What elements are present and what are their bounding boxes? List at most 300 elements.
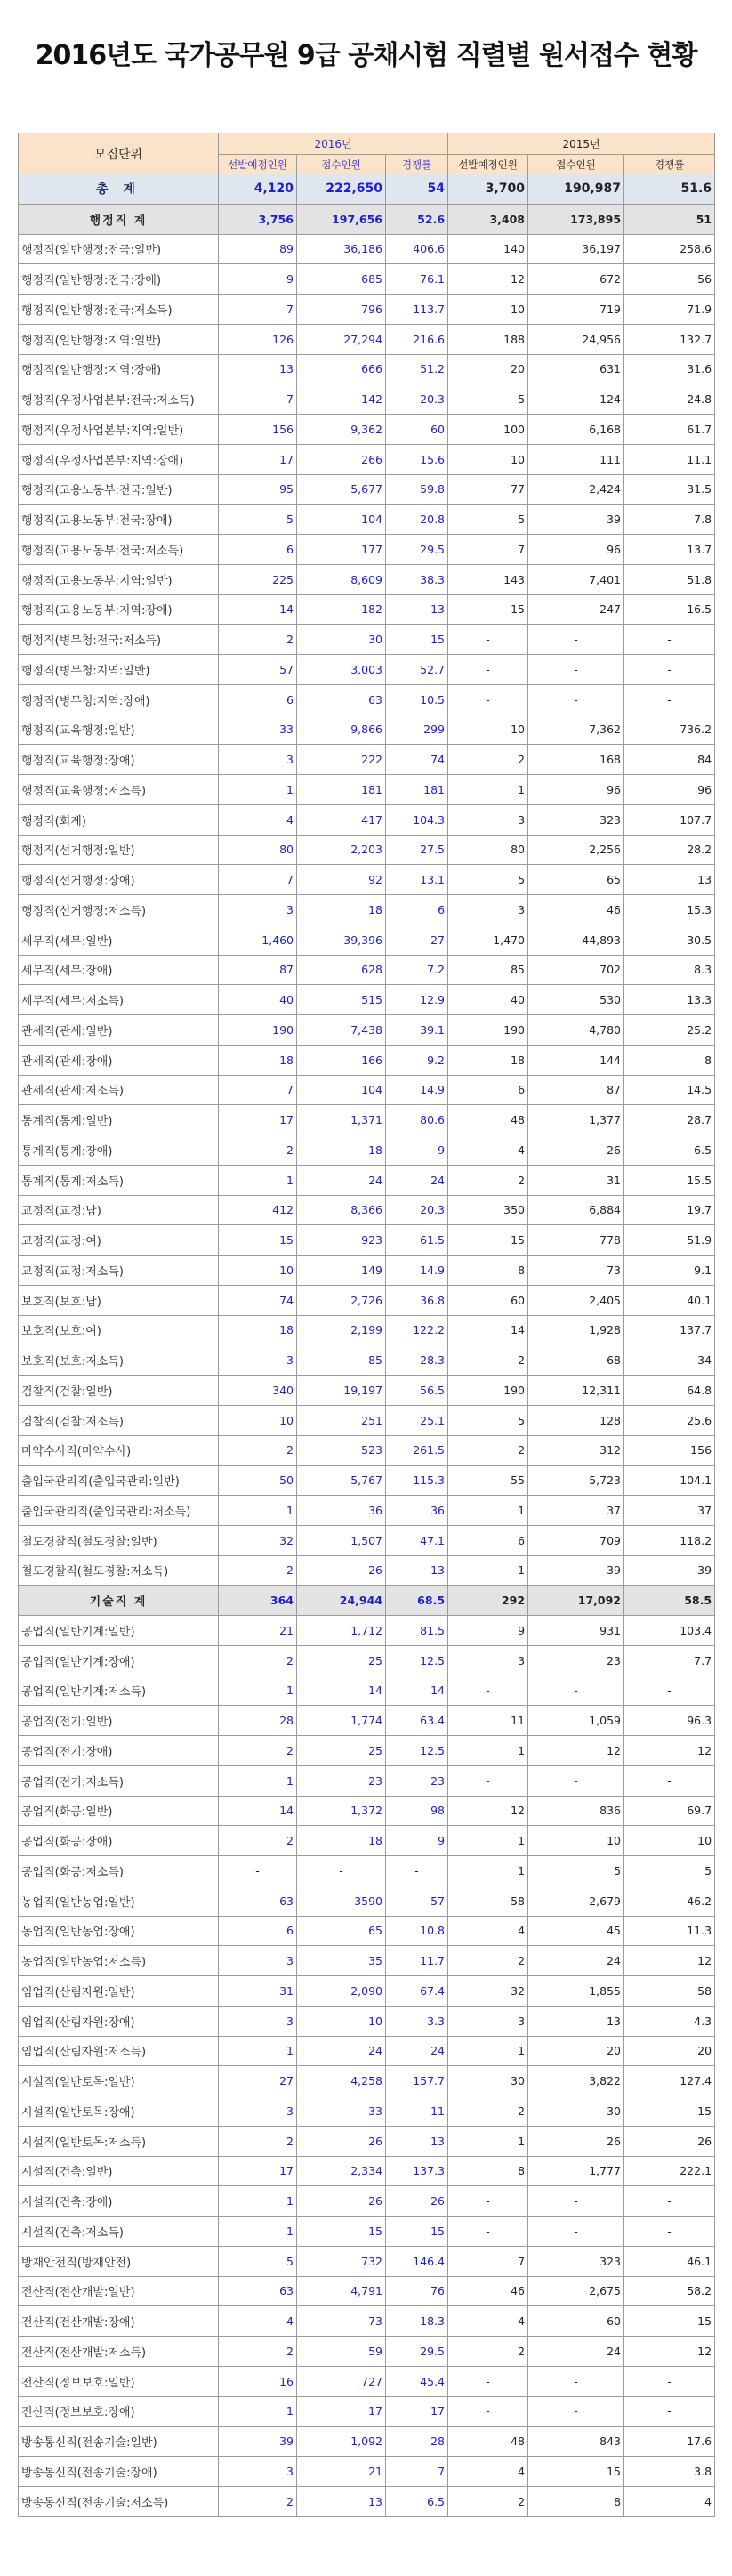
2016-applicants-cell: 1,371 — [297, 1105, 386, 1135]
table-header — [19, 133, 715, 174]
2015-applicants-cell: 39 — [528, 1555, 624, 1586]
table-row — [19, 2096, 715, 2127]
2016-ratio-cell: 28.3 — [386, 1345, 448, 1376]
2016-planned-cell: 27 — [219, 2066, 297, 2096]
2015-planned-cell: 14 — [448, 1315, 528, 1345]
row-label: 행정직(병무청:전국:저소득) — [19, 625, 219, 655]
table-row — [19, 535, 715, 565]
2015-ratio-cell: 61.7 — [624, 415, 715, 445]
table-row — [19, 715, 715, 745]
2016-applicants-cell: 19,197 — [297, 1376, 386, 1406]
row-label: 세무직(세무:일반) — [19, 925, 219, 955]
2015-ratio-cell: 3.8 — [624, 2457, 715, 2487]
2015-planned-cell: 350 — [448, 1195, 528, 1225]
2015-ratio-cell: 13.7 — [624, 535, 715, 565]
2016-planned-cell: 7 — [219, 384, 297, 415]
row-label: 행정직(일반행정:전국:장애) — [19, 264, 219, 295]
2016-planned-cell: 1 — [219, 2036, 297, 2066]
2016-ratio-cell: 261.5 — [386, 1435, 448, 1466]
2015-planned-cell: 6 — [448, 1075, 528, 1105]
2016-ratio-cell: 7 — [386, 2457, 448, 2487]
2016-applicants-cell: 26 — [297, 2126, 386, 2156]
2015-ratio-cell: 17.6 — [624, 2427, 715, 2457]
row-label: 행정직(선거행정:저소득) — [19, 895, 219, 925]
2016-planned-cell: 57 — [219, 655, 297, 685]
row-label: 총 계 — [19, 174, 219, 205]
2015-applicants-cell: 323 — [528, 804, 624, 835]
2016-applicants-cell: 177 — [297, 535, 386, 565]
2015-planned-cell: 5 — [448, 865, 528, 895]
row-label: 행정직(고용노동부:지역:일반) — [19, 564, 219, 594]
row-label: 임업직(산림자원:저소득) — [19, 2036, 219, 2066]
2016-planned-cell: 80 — [219, 835, 297, 865]
2016-ratio-cell: 38.3 — [386, 564, 448, 594]
2016-planned-cell: - — [219, 1856, 297, 1886]
2016-planned-cell: 364 — [219, 1586, 297, 1616]
header-applicants-2015: 접수인원 — [528, 155, 624, 174]
2016-planned-cell: 17 — [219, 2156, 297, 2186]
2016-applicants-cell: 39,396 — [297, 925, 386, 955]
2015-planned-cell: 3 — [448, 895, 528, 925]
2015-applicants-cell: - — [528, 2186, 624, 2217]
2016-ratio-cell: 24 — [386, 1165, 448, 1195]
2015-applicants-cell: 12 — [528, 1736, 624, 1766]
2015-planned-cell: 40 — [448, 985, 528, 1015]
table-row — [19, 895, 715, 925]
2015-planned-cell: 8 — [448, 1256, 528, 1286]
row-label: 행정직(일반행정:전국:저소득) — [19, 295, 219, 325]
2015-planned-cell: - — [448, 684, 528, 715]
row-label: 행정직(고용노동부:지역:장애) — [19, 594, 219, 625]
table-row — [19, 1886, 715, 1916]
2016-applicants-cell: 92 — [297, 865, 386, 895]
table-row — [19, 925, 715, 955]
2015-applicants-cell: 60 — [528, 2306, 624, 2337]
row-label: 행정직(교육행정:장애) — [19, 745, 219, 775]
table-row — [19, 1075, 715, 1105]
header-ratio-2015: 경쟁률 — [624, 155, 715, 174]
row-label: 공업직(일반기계:저소득) — [19, 1676, 219, 1706]
2015-ratio-cell: - — [624, 655, 715, 685]
2016-applicants-cell: 63 — [297, 684, 386, 715]
2015-planned-cell: 4 — [448, 1916, 528, 1946]
2015-planned-cell: 2 — [448, 2096, 528, 2127]
2016-applicants-cell: 8,366 — [297, 1195, 386, 1225]
2016-planned-cell: 7 — [219, 865, 297, 895]
2015-planned-cell: 3 — [448, 804, 528, 835]
2015-ratio-cell: 56 — [624, 264, 715, 295]
2016-ratio-cell: 39.1 — [386, 1015, 448, 1046]
2015-ratio-cell: 51 — [624, 204, 715, 234]
row-label: 농업직(일반농업:일반) — [19, 1886, 219, 1916]
2016-ratio-cell: 12.5 — [386, 1645, 448, 1676]
2016-applicants-cell: 5,767 — [297, 1466, 386, 1496]
2016-ratio-cell: 68.5 — [386, 1586, 448, 1616]
2015-applicants-cell: 6,168 — [528, 415, 624, 445]
table-body — [19, 174, 715, 2517]
2015-ratio-cell: 9.1 — [624, 1256, 715, 1286]
row-label: 전산직(정보보호:일반) — [19, 2366, 219, 2396]
2015-applicants-cell: 65 — [528, 865, 624, 895]
2016-applicants-cell: 149 — [297, 1256, 386, 1286]
2015-planned-cell: - — [448, 2186, 528, 2217]
group-total-row — [19, 204, 715, 234]
2016-ratio-cell: 15.6 — [386, 444, 448, 474]
2016-applicants-cell: 26 — [297, 2186, 386, 2217]
2015-ratio-cell: 58 — [624, 1976, 715, 2007]
2015-ratio-cell: 8 — [624, 1045, 715, 1075]
2016-ratio-cell: 15 — [386, 625, 448, 655]
2016-planned-cell: 2 — [219, 1135, 297, 1166]
header-year-2015: 2015년 — [448, 133, 715, 155]
row-label: 시설직(건축:일반) — [19, 2156, 219, 2186]
2015-applicants-cell: 4,780 — [528, 1015, 624, 1046]
2016-applicants-cell: 1,372 — [297, 1796, 386, 1826]
2015-applicants-cell: 2,256 — [528, 835, 624, 865]
2016-applicants-cell: 2,090 — [297, 1976, 386, 2007]
2016-ratio-cell: 181 — [386, 775, 448, 805]
2015-planned-cell: 10 — [448, 444, 528, 474]
table-row — [19, 2066, 715, 2096]
2015-planned-cell: 58 — [448, 1886, 528, 1916]
2015-planned-cell: - — [448, 625, 528, 655]
2016-ratio-cell: 52.7 — [386, 655, 448, 685]
2015-planned-cell: 85 — [448, 955, 528, 985]
2016-ratio-cell: 157.7 — [386, 2066, 448, 2096]
2015-planned-cell: 11 — [448, 1706, 528, 1736]
2015-planned-cell: 2 — [448, 1165, 528, 1195]
2016-planned-cell: 4,120 — [219, 174, 297, 205]
2016-applicants-cell: 26 — [297, 1555, 386, 1586]
2016-applicants-cell: 3590 — [297, 1886, 386, 1916]
row-label: 공업직(화공:일반) — [19, 1796, 219, 1826]
2015-applicants-cell: 23 — [528, 1645, 624, 1676]
2016-ratio-cell: 57 — [386, 1886, 448, 1916]
2016-applicants-cell: 73 — [297, 2306, 386, 2337]
2015-planned-cell: 1 — [448, 2036, 528, 2066]
2015-planned-cell: 1 — [448, 2126, 528, 2156]
2015-ratio-cell: 71.9 — [624, 295, 715, 325]
2015-planned-cell: - — [448, 1765, 528, 1796]
2016-planned-cell: 190 — [219, 1015, 297, 1046]
row-label: 행정직 계 — [19, 204, 219, 234]
2015-planned-cell: 32 — [448, 1976, 528, 2007]
2016-planned-cell: 87 — [219, 955, 297, 985]
2015-applicants-cell: 1,928 — [528, 1315, 624, 1345]
2015-applicants-cell: 843 — [528, 2427, 624, 2457]
row-label: 방재안전직(방재안전) — [19, 2246, 219, 2276]
table-row — [19, 2427, 715, 2457]
2015-planned-cell: - — [448, 655, 528, 685]
table-row — [19, 745, 715, 775]
row-label: 임업직(산림자원:장애) — [19, 2006, 219, 2036]
2016-planned-cell: 126 — [219, 324, 297, 354]
2015-ratio-cell: 19.7 — [624, 1195, 715, 1225]
2015-ratio-cell: 51.8 — [624, 564, 715, 594]
2016-ratio-cell: 56.5 — [386, 1376, 448, 1406]
table-row — [19, 1616, 715, 1646]
2016-planned-cell: 89 — [219, 234, 297, 264]
2016-ratio-cell: - — [386, 1856, 448, 1886]
table-row — [19, 684, 715, 715]
row-label: 전산직(정보보호:장애) — [19, 2396, 219, 2427]
table-row — [19, 1525, 715, 1555]
table-row — [19, 564, 715, 594]
2016-applicants-cell: 5,677 — [297, 474, 386, 505]
row-label: 행정직(일반행정:지역:일반) — [19, 324, 219, 354]
2015-ratio-cell: - — [624, 1676, 715, 1706]
2016-applicants-cell: 24 — [297, 1165, 386, 1195]
2016-planned-cell: 2 — [219, 2126, 297, 2156]
row-label: 교정직(교정:저소득) — [19, 1256, 219, 1286]
2015-ratio-cell: - — [624, 2186, 715, 2217]
2015-applicants-cell: 5,723 — [528, 1466, 624, 1496]
2015-applicants-cell: 719 — [528, 295, 624, 325]
row-label: 임업직(산림자원:일반) — [19, 1976, 219, 2007]
2015-applicants-cell: 12,311 — [528, 1376, 624, 1406]
2015-planned-cell: 1 — [448, 1496, 528, 1526]
2015-applicants-cell: 39 — [528, 505, 624, 535]
2015-planned-cell: 12 — [448, 1796, 528, 1826]
table-row — [19, 655, 715, 685]
2016-applicants-cell: 104 — [297, 505, 386, 535]
2016-applicants-cell: 24,944 — [297, 1586, 386, 1616]
row-label: 행정직(교육행정:저소득) — [19, 775, 219, 805]
2015-planned-cell: 100 — [448, 415, 528, 445]
2016-planned-cell: 1,460 — [219, 925, 297, 955]
table-row — [19, 1015, 715, 1046]
2016-planned-cell: 2 — [219, 2486, 297, 2516]
2015-applicants-cell: 702 — [528, 955, 624, 985]
2015-ratio-cell: 64.8 — [624, 1376, 715, 1406]
2015-applicants-cell: 24,956 — [528, 324, 624, 354]
2015-applicants-cell: 96 — [528, 775, 624, 805]
2015-ratio-cell: 25.2 — [624, 1015, 715, 1046]
header-planned-2016: 선발예정인원 — [219, 155, 297, 174]
table-row — [19, 1765, 715, 1796]
2015-applicants-cell: 17,092 — [528, 1586, 624, 1616]
row-label: 교정직(교정:여) — [19, 1225, 219, 1256]
2015-applicants-cell: 46 — [528, 895, 624, 925]
2016-applicants-cell: 3,003 — [297, 655, 386, 685]
2015-ratio-cell: 5 — [624, 1856, 715, 1886]
2015-ratio-cell: 15.3 — [624, 895, 715, 925]
2016-applicants-cell: 1,507 — [297, 1525, 386, 1555]
2016-ratio-cell: 20.8 — [386, 505, 448, 535]
2016-planned-cell: 4 — [219, 804, 297, 835]
2016-applicants-cell: 30 — [297, 625, 386, 655]
table-row — [19, 2396, 715, 2427]
table-row — [19, 505, 715, 535]
2016-applicants-cell: 1,774 — [297, 1706, 386, 1736]
2016-ratio-cell: 146.4 — [386, 2246, 448, 2276]
header-unit: 모집단위 — [19, 133, 219, 174]
2016-planned-cell: 1 — [219, 2217, 297, 2247]
table-row — [19, 625, 715, 655]
2015-applicants-cell: 7,362 — [528, 715, 624, 745]
2015-applicants-cell: 26 — [528, 1135, 624, 1166]
2016-ratio-cell: 216.6 — [386, 324, 448, 354]
2015-ratio-cell: - — [624, 2217, 715, 2247]
2015-planned-cell: 5 — [448, 1405, 528, 1435]
2015-ratio-cell: 30.5 — [624, 925, 715, 955]
2016-ratio-cell: 76.1 — [386, 264, 448, 295]
2016-applicants-cell: 628 — [297, 955, 386, 985]
2016-applicants-cell: 197,656 — [297, 204, 386, 234]
row-label: 행정직(교육행정:일반) — [19, 715, 219, 745]
2016-applicants-cell: 142 — [297, 384, 386, 415]
total-row — [19, 174, 715, 205]
table-row — [19, 1345, 715, 1376]
table-row — [19, 295, 715, 325]
table-row — [19, 775, 715, 805]
row-label: 전산직(전산개발:일반) — [19, 2276, 219, 2306]
2016-planned-cell: 14 — [219, 1796, 297, 1826]
2015-applicants-cell: 24 — [528, 2337, 624, 2367]
2015-ratio-cell: 51.6 — [624, 174, 715, 205]
2016-applicants-cell: 23 — [297, 1765, 386, 1796]
2015-applicants-cell: 128 — [528, 1405, 624, 1435]
2016-applicants-cell: 65 — [297, 1916, 386, 1946]
2015-ratio-cell: 103.4 — [624, 1616, 715, 1646]
2015-ratio-cell: - — [624, 2396, 715, 2427]
row-label: 관세직(관세:저소득) — [19, 1075, 219, 1105]
table-row — [19, 865, 715, 895]
recruitment-table — [18, 133, 715, 2517]
2016-applicants-cell: 59 — [297, 2337, 386, 2367]
2016-applicants-cell: 222,650 — [297, 174, 386, 205]
table-row — [19, 264, 715, 295]
2016-ratio-cell: 14.9 — [386, 1256, 448, 1286]
2015-applicants-cell: 87 — [528, 1075, 624, 1105]
2016-planned-cell: 3 — [219, 2457, 297, 2487]
2016-planned-cell: 5 — [219, 2246, 297, 2276]
2015-applicants-cell: 836 — [528, 1796, 624, 1826]
2015-applicants-cell: - — [528, 2217, 624, 2247]
2015-planned-cell: 48 — [448, 1105, 528, 1135]
2016-applicants-cell: 9,362 — [297, 415, 386, 445]
2015-planned-cell: 4 — [448, 2457, 528, 2487]
2015-ratio-cell: 37 — [624, 1496, 715, 1526]
2015-planned-cell: - — [448, 2217, 528, 2247]
2016-ratio-cell: 17 — [386, 2396, 448, 2427]
2015-applicants-cell: 2,424 — [528, 474, 624, 505]
row-label: 출입국관리직(출입국관리:저소득) — [19, 1496, 219, 1526]
2015-ratio-cell: 40.1 — [624, 1285, 715, 1315]
2016-ratio-cell: 15 — [386, 2217, 448, 2247]
2015-planned-cell: 10 — [448, 715, 528, 745]
row-label: 관세직(관세:일반) — [19, 1015, 219, 1046]
2015-applicants-cell: 68 — [528, 1345, 624, 1376]
2015-ratio-cell: 7.7 — [624, 1645, 715, 1676]
table-row — [19, 415, 715, 445]
table-row — [19, 1946, 715, 1976]
2016-planned-cell: 18 — [219, 1045, 297, 1075]
2015-planned-cell: 2 — [448, 2337, 528, 2367]
2015-applicants-cell: 45 — [528, 1916, 624, 1946]
2016-ratio-cell: 52.6 — [386, 204, 448, 234]
2016-ratio-cell: 26 — [386, 2186, 448, 2217]
2015-applicants-cell: 323 — [528, 2246, 624, 2276]
2015-applicants-cell: 111 — [528, 444, 624, 474]
2016-planned-cell: 74 — [219, 1285, 297, 1315]
2015-ratio-cell: 13.3 — [624, 985, 715, 1015]
2015-ratio-cell: 10 — [624, 1826, 715, 1856]
row-label: 공업직(화공:장애) — [19, 1826, 219, 1856]
2015-planned-cell: 2 — [448, 1345, 528, 1376]
2015-ratio-cell: 132.7 — [624, 324, 715, 354]
row-label: 마약수사직(마약수사) — [19, 1435, 219, 1466]
2015-ratio-cell: 12 — [624, 2337, 715, 2367]
row-label: 전산직(전산개발:저소득) — [19, 2337, 219, 2367]
2015-ratio-cell: 96.3 — [624, 1706, 715, 1736]
table-row — [19, 1165, 715, 1195]
2015-applicants-cell: 37 — [528, 1496, 624, 1526]
2015-ratio-cell: 58.5 — [624, 1586, 715, 1616]
row-label: 출입국관리직(출입국관리:일반) — [19, 1466, 219, 1496]
row-label: 농업직(일반농업:저소득) — [19, 1946, 219, 1976]
2015-planned-cell: 18 — [448, 1045, 528, 1075]
row-label: 보호직(보호:저소득) — [19, 1345, 219, 1376]
2015-ratio-cell: 28.2 — [624, 835, 715, 865]
2016-planned-cell: 33 — [219, 715, 297, 745]
table-row — [19, 444, 715, 474]
2015-planned-cell: 48 — [448, 2427, 528, 2457]
row-label: 방송통신직(전송기술:일반) — [19, 2427, 219, 2457]
2015-ratio-cell: 28.7 — [624, 1105, 715, 1135]
2015-ratio-cell: - — [624, 684, 715, 715]
2016-ratio-cell: 13 — [386, 594, 448, 625]
header-applicants-2016: 접수인원 — [297, 155, 386, 174]
2015-applicants-cell: 709 — [528, 1525, 624, 1555]
2015-ratio-cell: 11.1 — [624, 444, 715, 474]
2015-planned-cell: 30 — [448, 2066, 528, 2096]
2016-ratio-cell: 67.4 — [386, 1976, 448, 2007]
2016-planned-cell: 1 — [219, 1676, 297, 1706]
2015-applicants-cell: 2,679 — [528, 1886, 624, 1916]
2015-ratio-cell: 7.8 — [624, 505, 715, 535]
2016-planned-cell: 1 — [219, 1765, 297, 1796]
2015-planned-cell: 140 — [448, 234, 528, 264]
2015-planned-cell: 2 — [448, 2486, 528, 2516]
2015-ratio-cell: 15.5 — [624, 1165, 715, 1195]
table-row — [19, 2126, 715, 2156]
2015-applicants-cell: 30 — [528, 2096, 624, 2127]
2016-planned-cell: 10 — [219, 1405, 297, 1435]
row-label: 공업직(일반기계:일반) — [19, 1616, 219, 1646]
2016-ratio-cell: 60 — [386, 415, 448, 445]
2016-planned-cell: 17 — [219, 444, 297, 474]
2015-applicants-cell: 672 — [528, 264, 624, 295]
row-label: 시설직(일반토목:일반) — [19, 2066, 219, 2096]
2016-planned-cell: 2 — [219, 1826, 297, 1856]
2016-ratio-cell: 98 — [386, 1796, 448, 1826]
2015-applicants-cell: 168 — [528, 745, 624, 775]
row-label: 철도경찰직(철도경찰:저소득) — [19, 1555, 219, 1586]
row-label: 보호직(보호:여) — [19, 1315, 219, 1345]
2016-applicants-cell: 523 — [297, 1435, 386, 1466]
2016-ratio-cell: 11 — [386, 2096, 448, 2127]
2015-planned-cell: 3,408 — [448, 204, 528, 234]
2015-planned-cell: 80 — [448, 835, 528, 865]
2015-applicants-cell: 144 — [528, 1045, 624, 1075]
2015-planned-cell: 7 — [448, 535, 528, 565]
2016-planned-cell: 3 — [219, 2096, 297, 2127]
row-label: 행정직(회계) — [19, 804, 219, 835]
2016-applicants-cell: 4,791 — [297, 2276, 386, 2306]
2016-planned-cell: 17 — [219, 1105, 297, 1135]
2015-planned-cell: 1 — [448, 1736, 528, 1766]
